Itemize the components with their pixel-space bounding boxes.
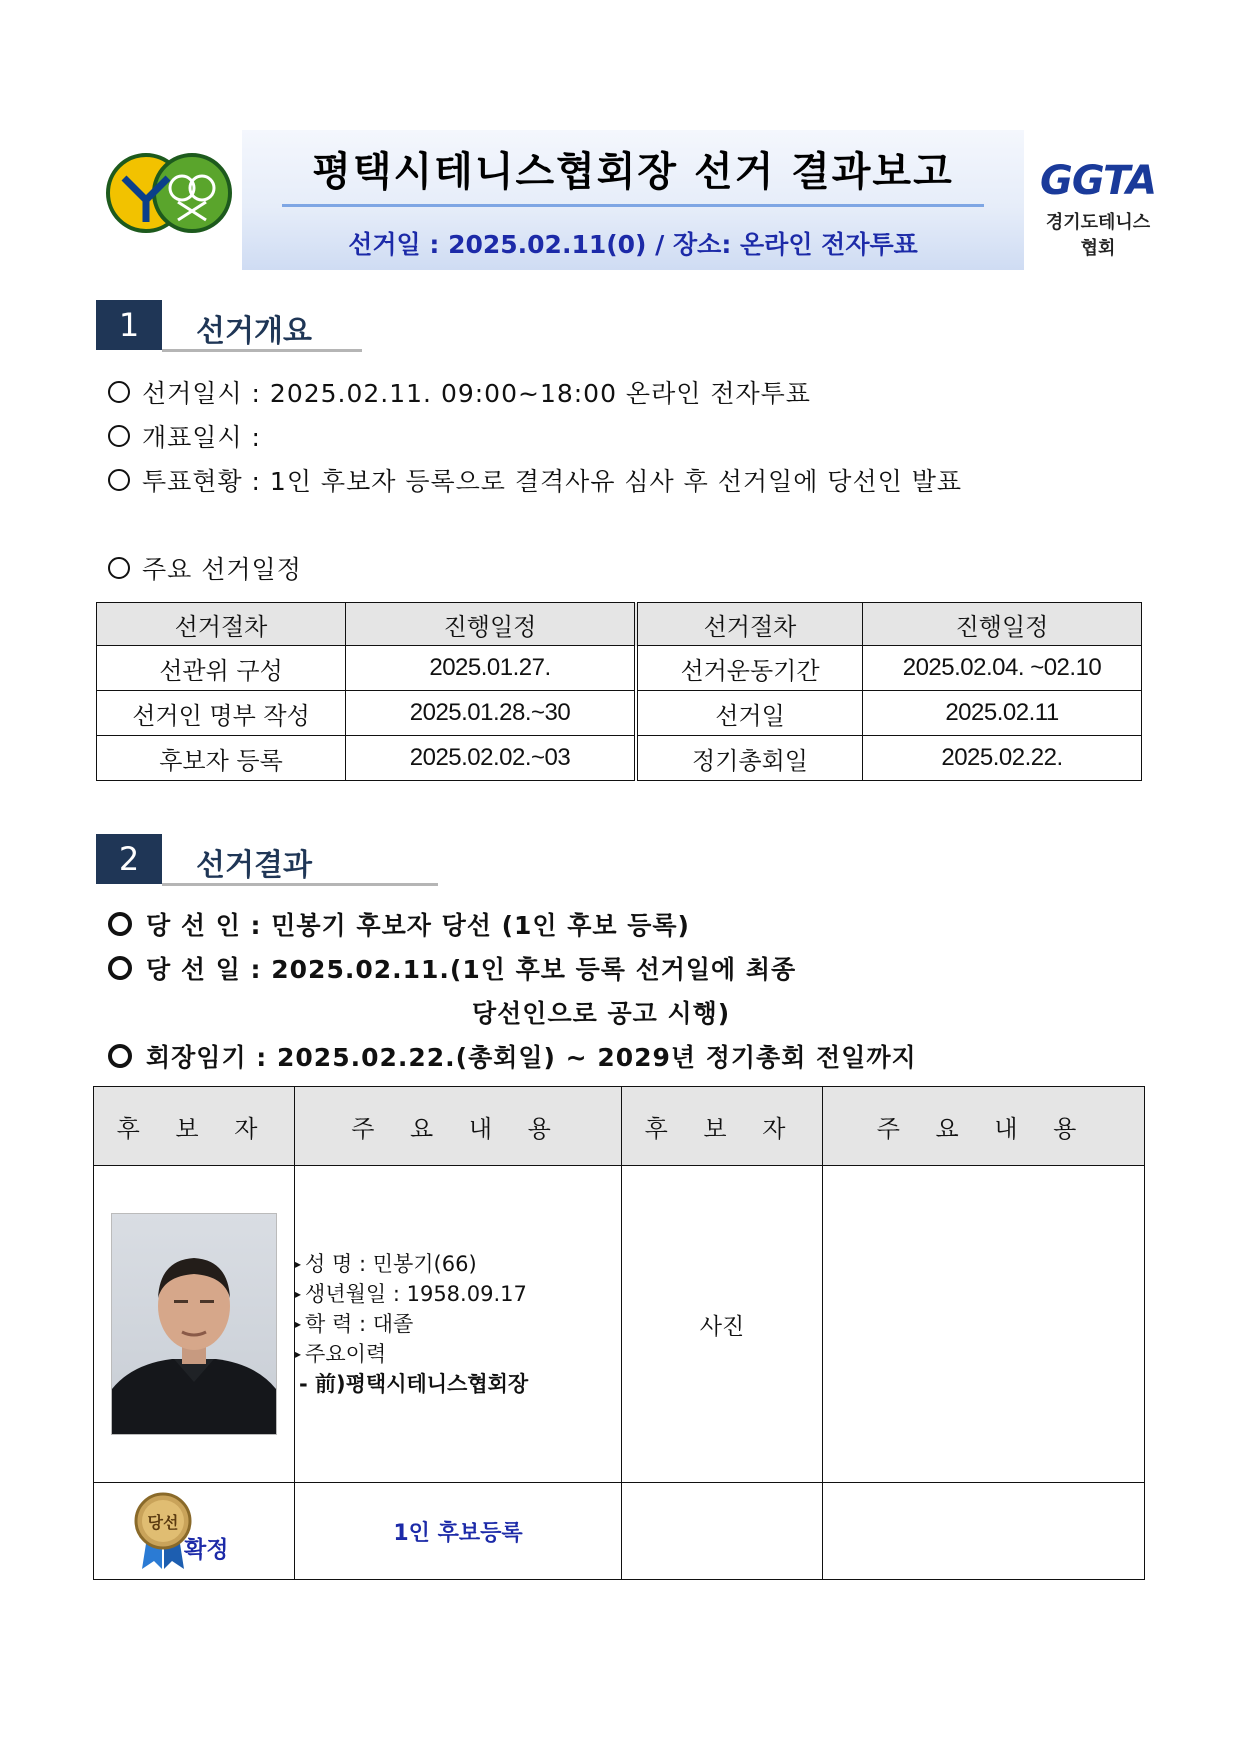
table-row <box>97 691 1142 736</box>
empty-cell <box>622 1483 823 1580</box>
confirmed-label: 확정 <box>184 1537 229 1563</box>
table-header-cell: 진행일정 <box>346 603 637 646</box>
table-cell: 선관위 구성 <box>97 646 346 691</box>
candidate-portrait-icon <box>112 1214 276 1434</box>
table-header-cell: 선거절차 <box>636 603 863 646</box>
table-header-cell: 주 요 내 용 <box>295 1087 622 1166</box>
candidate-info-line: - 前)평택시테니스협회장 <box>299 1372 529 1396</box>
bullet-triangle-icon: ▸ <box>295 1347 302 1361</box>
candidate-info-line: ▸ 주요이력 <box>295 1342 387 1366</box>
result-item: 당 선 인 : 민봉기 후보자 당선 (1인 후보 등록) <box>108 906 690 942</box>
table-row <box>97 736 1142 781</box>
bullet-circle-icon <box>108 425 130 447</box>
candidate-table <box>93 1086 1145 1580</box>
bullet-circle-icon <box>108 469 130 491</box>
section-2-rule <box>162 883 438 886</box>
candidate-photo-cell <box>94 1166 295 1483</box>
table-header-cell: 진행일정 <box>863 603 1142 646</box>
badge-label: 당선 <box>147 1513 179 1532</box>
overview-item: 개표일시 : <box>108 418 261 454</box>
bullet-circle-icon <box>108 1044 132 1068</box>
section-2-title: 선거결과 <box>196 848 312 883</box>
election-date-location: 선거일 : 2025.02.11(0) / 장소: 온라인 전자투표 <box>348 230 918 259</box>
section-1-title: 선거개요 <box>196 314 312 349</box>
bullet-triangle-icon: ▸ <box>295 1317 302 1331</box>
table-row <box>94 1483 1145 1580</box>
table-cell: 2025.02.11 <box>863 691 1142 736</box>
table-header-cell: 후 보 자 <box>94 1087 295 1166</box>
bullet-circle-icon <box>108 912 132 936</box>
table-header-cell: 주 요 내 용 <box>823 1087 1145 1166</box>
elected-badge-cell <box>94 1483 295 1580</box>
association-logo <box>106 148 232 238</box>
empty-cell <box>823 1483 1145 1580</box>
empty-cell <box>823 1166 1145 1483</box>
title-banner <box>242 130 1024 270</box>
candidate-info-line: ▸ 성 명 : 민봉기(66) <box>295 1252 477 1276</box>
result-item: 회장임기 : 2025.02.22.(총회일) ~ 2029년 정기총회 전일까지 <box>108 1038 917 1074</box>
table-header-row <box>94 1087 1145 1166</box>
table-cell: 선거일 <box>636 691 863 736</box>
photo-placeholder: 사진 <box>622 1166 823 1483</box>
ggta-logo <box>1040 158 1157 259</box>
section-2-number: 2 <box>96 834 162 884</box>
candidate-info-line: ▸ 학 력 : 대졸 <box>295 1312 414 1336</box>
result-item-continuation: 당선인으로 공고 시행) <box>472 999 731 1028</box>
table-row <box>97 646 1142 691</box>
bullet-circle-icon <box>108 381 130 403</box>
section-1-number: 1 <box>96 300 162 350</box>
table-cell: 후보자 등록 <box>97 736 346 781</box>
overview-item: 선거일시 : 2025.02.11. 09:00~18:00 온라인 전자투표 <box>108 374 811 410</box>
page-title: 평택시테니스협회장 선거 결과보고 <box>312 149 954 195</box>
table-cell: 선거인 명부 작성 <box>97 691 346 736</box>
bullet-circle-icon <box>108 956 132 980</box>
table-header-cell: 후 보 자 <box>622 1087 823 1166</box>
table-cell: 정기총회일 <box>636 736 863 781</box>
candidate-info-line: ▸ 생년월일 : 1958.09.17 <box>295 1282 527 1306</box>
table-cell: 2025.02.22. <box>863 736 1142 781</box>
registration-note: 1인 후보등록 <box>295 1483 622 1580</box>
association-logo-icon <box>106 148 232 238</box>
result-item: 당 선 일 : 2025.02.11.(1인 후보 등록 선거일에 최종 <box>108 950 796 986</box>
overview-item: 투표현황 : 1인 후보자 등록으로 결격사유 심사 후 선거일에 당선인 발표 <box>108 462 962 498</box>
table-cell: 2025.02.02.~03 <box>346 736 637 781</box>
candidate-photo <box>111 1213 277 1435</box>
bullet-triangle-icon: ▸ <box>295 1257 302 1271</box>
schedule-table <box>96 602 1142 781</box>
table-cell: 선거운동기간 <box>636 646 863 691</box>
elected-badge <box>124 1491 264 1571</box>
table-header-row <box>97 603 1142 646</box>
table-cell: 2025.01.28.~30 <box>346 691 637 736</box>
bullet-circle-icon <box>108 557 130 579</box>
schedule-heading: 주요 선거일정 <box>108 550 302 586</box>
table-cell: 2025.01.27. <box>346 646 637 691</box>
candidate-info <box>295 1166 622 1483</box>
table-cell: 2025.02.04. ~02.10 <box>863 646 1142 691</box>
section-1-rule <box>162 349 362 352</box>
table-row <box>94 1166 1145 1483</box>
ggta-logo-subtext: 경기도테니스협회 <box>1045 212 1151 259</box>
title-divider <box>282 204 984 207</box>
bullet-triangle-icon: ▸ <box>295 1287 302 1301</box>
ggta-logo-text: GGTA <box>1040 158 1157 204</box>
table-header-cell: 선거절차 <box>97 603 346 646</box>
